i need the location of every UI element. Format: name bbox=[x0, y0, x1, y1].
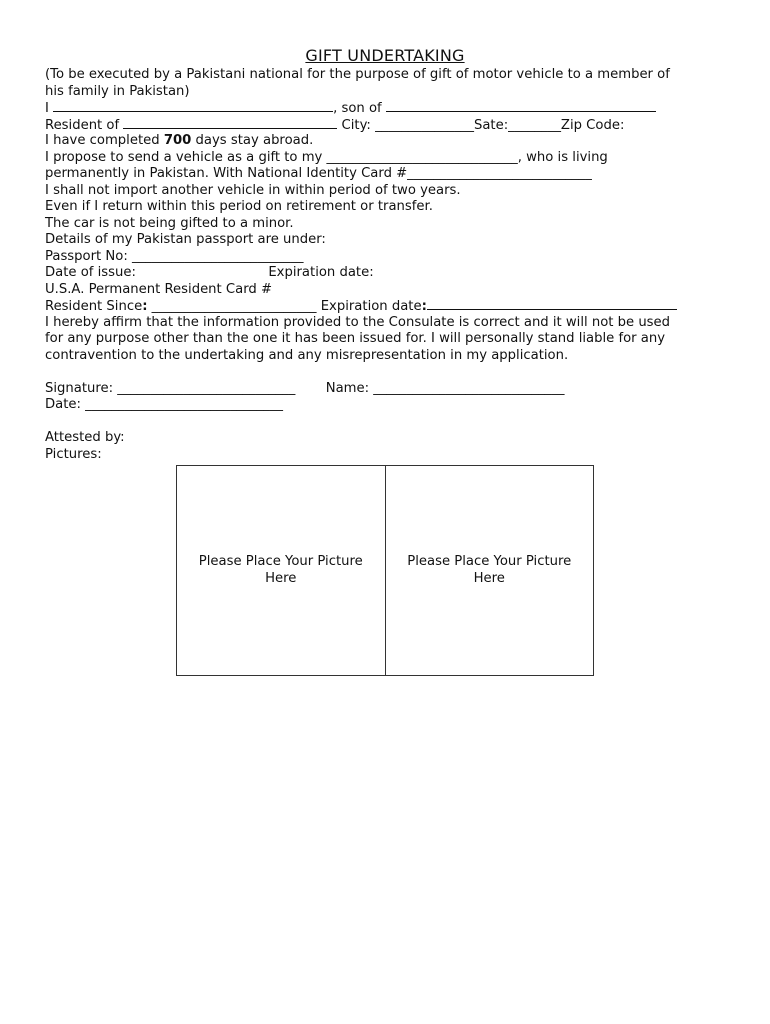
signature-line bbox=[45, 381, 745, 398]
document-title: GIFT UNDERTAKING bbox=[305, 46, 465, 65]
affirm-line-3: contravention to the undertaking and any misrepresentation in my application. bbox=[45, 347, 569, 363]
pictures-line: Pictures: bbox=[45, 446, 102, 462]
not-import-line: I shall not import another vehicle in within period of two years. bbox=[45, 182, 461, 198]
son-of-label: , son of bbox=[333, 101, 382, 116]
expiration-label-1: Expiration date: bbox=[268, 265, 374, 280]
date-line[interactable]: Date: ______________________________ bbox=[45, 397, 283, 412]
issue-date-line bbox=[45, 265, 745, 282]
completed-pre: I have completed bbox=[45, 133, 160, 148]
green-card-line: U.S.A. Permanent Resident Card # bbox=[45, 281, 272, 297]
picture-box-1[interactable] bbox=[177, 466, 385, 675]
father-name-blank[interactable] bbox=[386, 100, 656, 112]
picture-boxes bbox=[176, 465, 594, 676]
picture-placeholder-2: Please Place Your Picture Here bbox=[407, 554, 572, 586]
zip-label: __Zip Code: bbox=[547, 117, 625, 133]
propose-pre: I propose to send a vehicle as a gift to my _____________________________ bbox=[45, 149, 518, 165]
city-label: City: ______________ bbox=[341, 117, 468, 133]
spacer bbox=[45, 364, 745, 381]
colon-2: : bbox=[421, 299, 427, 314]
date-issue-label: Date of issue: bbox=[45, 265, 136, 280]
permanent-line: permanently in Pakistan. With National Identity Card #____________________________ bbox=[45, 166, 592, 181]
attested-line: Attested by: bbox=[45, 430, 125, 445]
resident-of-label: Resident of bbox=[45, 117, 120, 133]
propose-line bbox=[45, 150, 745, 167]
completed-post: days stay abroad. bbox=[195, 133, 314, 148]
passport-no-line: Passport No: __________________________ bbox=[45, 248, 304, 264]
even-if-line: Even if I return within this period on retirement or transfer. bbox=[45, 199, 433, 214]
residence-line bbox=[45, 117, 745, 134]
propose-post: , who is living bbox=[517, 149, 608, 165]
name-field[interactable]: Name: _____________________________ bbox=[325, 380, 565, 396]
subtitle-line-1: (To be executed by a Pakistani national for the purpose of gift of motor vehicle to a member of bbox=[45, 67, 670, 82]
subtitle-line-2: his family in Pakistan) bbox=[45, 83, 190, 99]
signature-field[interactable]: Signature: ___________________________ bbox=[45, 380, 296, 396]
expiration-blank-2[interactable] bbox=[427, 298, 677, 310]
minor-line: The car is not being gifted to a minor. bbox=[45, 215, 294, 231]
completed-days: 700 bbox=[163, 133, 192, 148]
spacer bbox=[45, 414, 745, 431]
passport-details-line: Details of my Pakistan passport are under: bbox=[45, 232, 326, 247]
name-line bbox=[45, 100, 745, 117]
name-blank[interactable] bbox=[53, 100, 333, 112]
picture-box-2[interactable] bbox=[385, 466, 594, 675]
resident-of-blank[interactable] bbox=[123, 117, 337, 129]
document-body bbox=[45, 67, 745, 463]
state-label: _Sate:______ bbox=[467, 117, 548, 133]
expiration-label-2: Expiration date bbox=[320, 299, 422, 314]
resident-since-label: Resident Since bbox=[45, 299, 143, 314]
colon-1: : bbox=[142, 299, 148, 314]
affirm-line-1: I hereby affirm that the information provided to the Consulate is correct and it will not be used bbox=[45, 314, 671, 330]
days-line bbox=[45, 133, 745, 150]
affirm-line-2: for any purpose other than the one it has been issued for. I will personally stand liable for any bbox=[45, 331, 666, 346]
resident-since-line bbox=[45, 298, 745, 315]
i-label: I bbox=[45, 101, 49, 116]
resident-since-blank[interactable]: _________________________ bbox=[147, 299, 317, 314]
picture-placeholder-1: Please Place Your Picture Here bbox=[198, 554, 363, 586]
